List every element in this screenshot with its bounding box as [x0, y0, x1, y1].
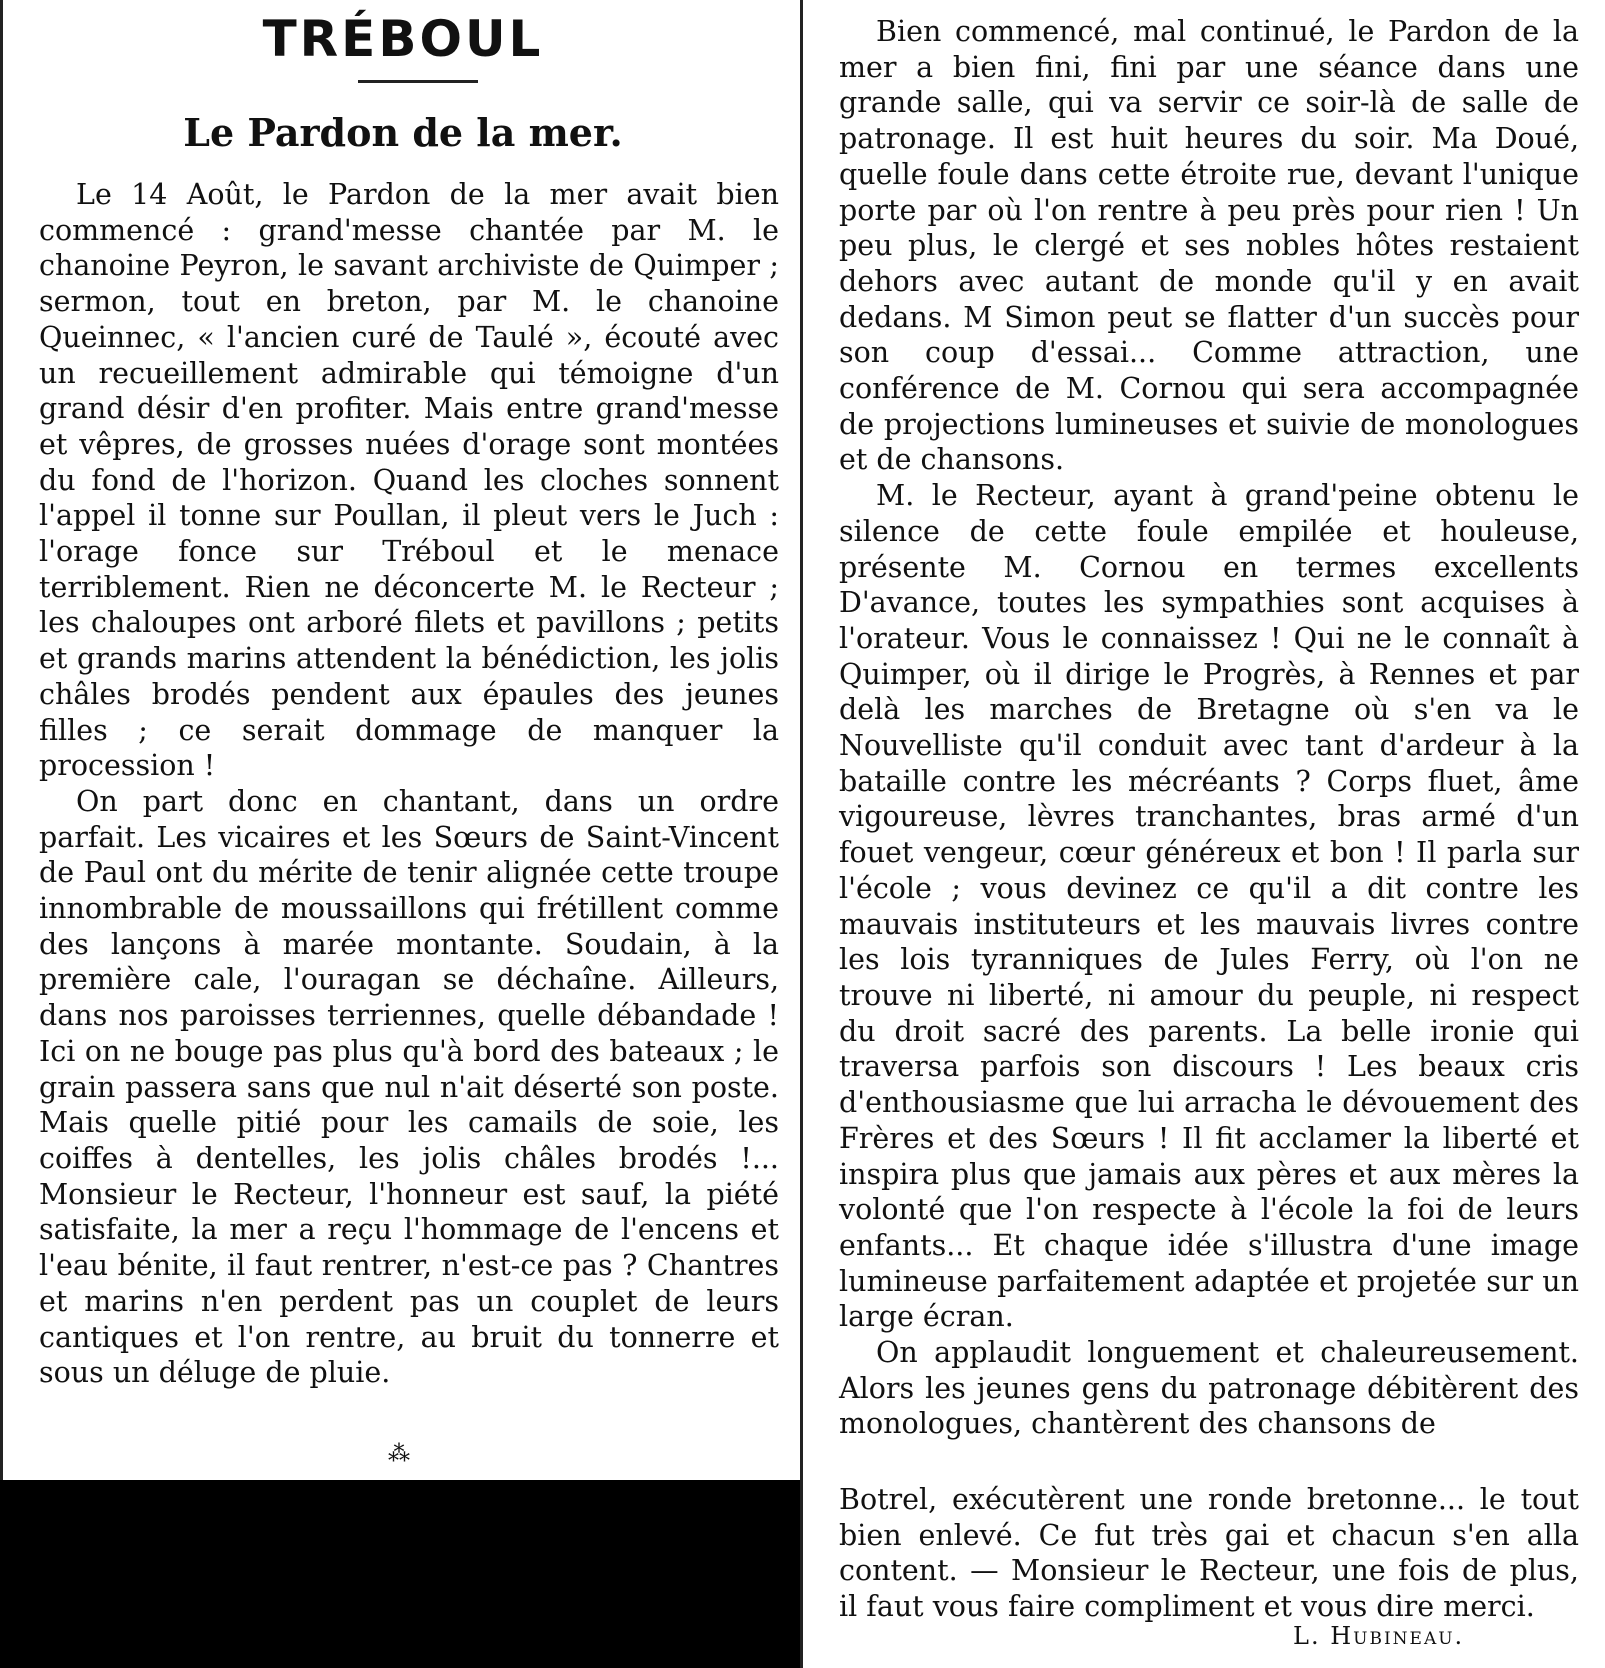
right-column-text — [839, 14, 1579, 1442]
left-column — [0, 0, 800, 1480]
article-subheadline: Le Pardon de la mer. — [183, 110, 623, 155]
right-column — [800, 0, 1605, 1668]
article-headline: TRÉBOUL — [262, 10, 544, 68]
paragraph: M. le Recteur, ayant à grand'peine obtenu le silence de cette foule empilée et houleuse, présente M. Cornou en termes excellents D'avance, toutes les sympathies sont acquises à l'orateur. Vous le connaissez ! Qui ne le connaît à Quimper, où il dirige le Progrès, à Rennes et par delà les marches de Bretagne où s'en va le Nouvelliste qu'il conduit avec tant d'ardeur à la bataille contre les mécréants ? Corps fluet, âme vigoureuse, lèvres tranchantes, bras armé d'un fouet vengeur, cœur généreux et bon ! Il parla sur l'école ; vous devinez ce qu'il a dit contre les mauvais instituteurs et les mauvais livres contre les lois tyranniques de Jules Ferry, où l'on ne trouve ni liberté, ni amour du peuple, ni respect du droit sacré des parents. La belle ironie qui traversa parfois son discours ! Les beaux cris d'enthousiasme que lui arracha le dévouement des Frères et des Sœurs ! Il fit acclamer la liberté et inspira plus que jamais aux pères et aux mères la volonté que l'on respecte à l'école la foi de leurs enfants... Et chaque idée s'illustra d'une image lumineuse parfaitement adaptée et projetée sur un large écran. — [839, 479, 1579, 1334]
headline-rule — [358, 80, 478, 83]
paragraph: On applaudit longuement et chaleureusement. Alors les jeunes gens du patronage débitèrent des monologues, chantèrent des chansons de — [839, 1336, 1579, 1441]
left-column-text — [39, 177, 779, 1391]
paragraph: Le 14 Août, le Pardon de la mer avait bien commencé : grand'messe chantée par M. le chanoine Peyron, le savant archiviste de Quimper ; sermon, tout en breton, par M. le chanoine Queinnec, « l'ancien curé de Taulé », écouté avec un recueillement admirable qui témoigne d'un grand désir d'en profiter. Mais entre grand'messe et vêpres, de grosses nuées d'orage sont montées du fond de l'horizon. Quand les cloches sonnent l'appel il tonne sur Poullan, il pleut vers le Juch : l'orage fonce sur Tréboul et le menace terriblement. Rien ne déconcerte M. le Recteur ; les chaloupes ont arboré filets et pavillons ; petits et grands marins attendent la bénédiction, les jolis châles brodés pendent aux épaules des jeunes filles ; ce serait dommage de manquer la procession ! — [39, 178, 779, 783]
paragraph: Bien commencé, mal continué, le Pardon de la mer a bien fini, fini par une séance dans une grande salle, qui va servir ce soir-là de salle de patronage. Il est huit heures du soir. Ma Doué, quelle foule dans cette étroite rue, devant l'unique porte par où l'on rentre à peu près pour rien ! Un peu plus, le clergé et ses nobles hôtes restaient dehors avec autant de monde qu'il y en avait dedans. M Simon peut se flatter d'un succès pour son coup d'essai... Comme attraction, une conférence de M. Cornou qui sera accompagnée de projections lumineuses et suivie de monologues et de chansons. — [839, 15, 1579, 477]
paragraph: Botrel, exécutèrent une ronde bretonne... le tout bien enlevé. Ce fut très gai et chacun s'en alla content. — Monsieur le Recteur, une fois de plus, il faut vous faire compliment et vous dire merci. — [839, 1483, 1579, 1624]
right-column-text-continued — [839, 1482, 1579, 1625]
author-signature: L. Hubineau. — [1293, 1622, 1465, 1650]
asterism-ornament: ⁂ — [388, 1442, 412, 1467]
scan-black-area — [0, 1480, 800, 1668]
paragraph: On part donc en chantant, dans un ordre parfait. Les vicaires et les Sœurs de Saint-Vincent de Paul ont du mérite de tenir alignée cette troupe innombrable de moussaillons qui frétillent comme des lançons à marée montante. Soudain, à la première cale, l'ouragan se déchaîne. Ailleurs, dans nos paroisses terriennes, quelle débandade ! Ici on ne bouge pas plus qu'à bord des bateaux ; le grain passera sans que nul n'ait déserté son poste. Mais quelle pitié pour les camails de soie, les coiffes à dentelles, les jolis châles brodés !... Monsieur le Recteur, l'honneur est sauf, la piété satisfaite, la mer a reçu l'hommage de l'encens et l'eau bénite, il faut rentrer, n'est-ce pas ? Chantres et marins n'en perdent pas un couplet de leurs cantiques et l'on rentre, au bruit du tonnerre et sous un déluge de pluie. — [39, 784, 779, 1390]
